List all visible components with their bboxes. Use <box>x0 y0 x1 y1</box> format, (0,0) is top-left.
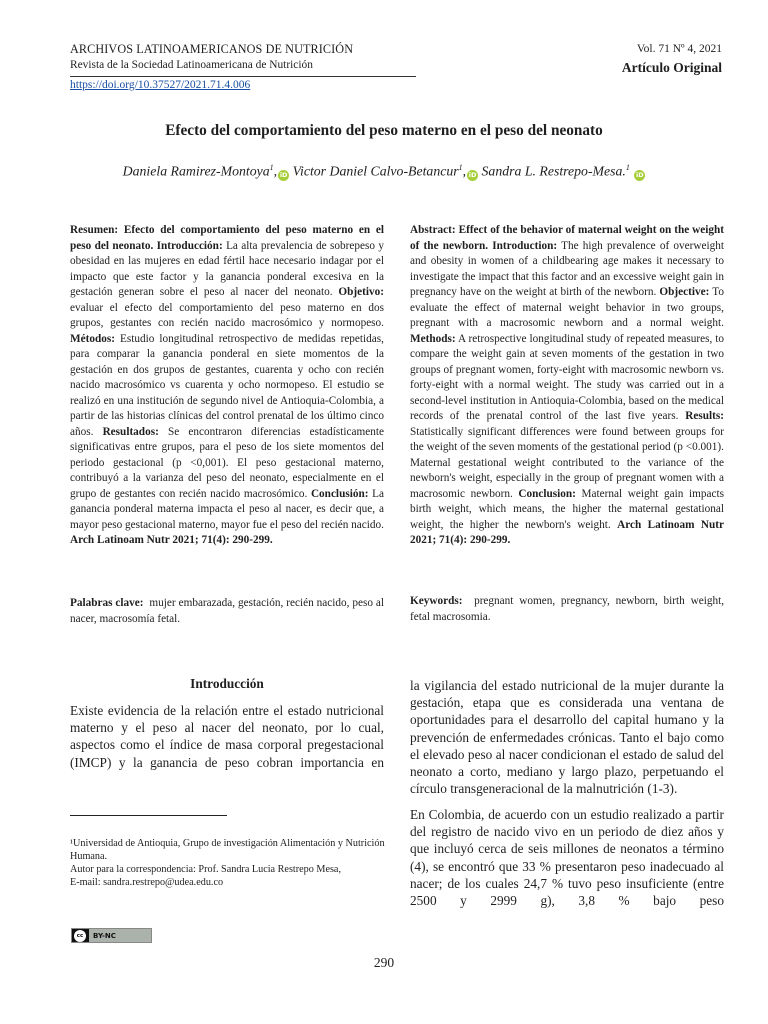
keywords-english <box>410 594 724 625</box>
header-rule <box>70 76 416 77</box>
author-name: Daniela Ramirez-Montoya <box>122 163 270 179</box>
intro-paragraph-right-2: En Colombia, de acuerdo con un estudio realizado a partir del registro de nacido vivo en un periodo de diez años y que incluyó cerca de seis millones de neonatos a término (4), se encontró que 33 % presentaron peso inadecuado al nacer; de los cuales 24,7 % tuvo peso insuficiente (entre 2500 y 2999 g), 3,8 % bajo peso <box>410 807 724 909</box>
methods-label: Methods: <box>410 332 456 345</box>
intro-label: Introducción: <box>156 239 223 252</box>
doi-link[interactable]: https://doi.org/10.37527/2021.71.4.006 <box>70 79 251 91</box>
intro-label: Introduction: <box>492 239 558 252</box>
keywords-text: mujer embarazada, gestación, recién nacido, peso al nacer, macrosomía fetal. <box>70 597 385 625</box>
methods-label: Métodos: <box>70 332 115 345</box>
footnote <box>70 837 386 889</box>
orcid-icon[interactable]: iD <box>279 170 288 179</box>
creative-commons-icon: cc <box>74 930 86 942</box>
author-list: Daniela Ramirez-Montoya$^1$, iD Victor Daniel Calvo-Betancur$^1$, iD Sandra L. Restrepo-Mesa.$^1$ iD <box>122 163 644 179</box>
footnote-affiliation: ¹Universidad de Antioquia, Grupo de investigación Alimentación y Nutrición Humana. <box>70 838 385 863</box>
keywords-spanish <box>70 596 384 627</box>
objective-label: Objetivo: <box>338 286 384 298</box>
author-affiliation: 1 <box>458 163 463 172</box>
article-type: Artículo Original <box>621 60 722 75</box>
objective-text: evaluar el efecto del comportamiento del peso materno en dos grupos, gestantes con recién nacido macrosómico y normopeso. <box>70 301 384 329</box>
objective-text: To evaluate the effect of maternal weight behavior in two groups, pregnant with a macrosomic newborn and a normal weight. <box>410 286 725 329</box>
intro-text: La alta prevalencia de sobrepeso y obesidad en las mujeres en edad fértil hace necesario indagar por el impacto que este factor y la ganancia ponderal excesiva en la gestación generan sobre el peso al nacer del neonato. <box>70 239 384 298</box>
intro-text: The high prevalence of overweight and obesity in women of a childbearing age makes it necessary to investigate the impact that this factor and an excessive weight gain in pregnancy have on the weight at birth of the newborn. <box>410 239 725 298</box>
footnote-rule <box>70 815 227 816</box>
license-label: BY-NC <box>89 929 151 942</box>
conclusion-label: Conclusion: <box>518 487 576 500</box>
conclusion-label: Conclusión: <box>310 487 369 500</box>
conclusion-text: La ganancia ponderal materna impacta el peso al nacer, es decir que, a mayor peso gestacional materno, mayor fue el peso del recién nacido. <box>70 487 384 531</box>
abstract-title: Effect of the behavior of maternal weight on the weight of the newborn. <box>410 224 725 252</box>
citation: Arch Latinoam Nutr 2021; 71(4): 290-299. <box>410 518 724 546</box>
author-name: Victor Daniel Calvo-Betancur <box>292 163 459 179</box>
journal-name: ARCHIVOS LATINOAMERICANOS DE NUTRICIÓN <box>70 42 354 56</box>
society-name: Revista de la Sociedad Latinoamericana de Nutrición <box>70 59 313 71</box>
orcid-icon[interactable]: iD <box>468 170 477 179</box>
resumen-label: Resumen: <box>70 224 119 236</box>
keywords-text: pregnant women, pregnancy, newborn, birth weight, fetal macrosomia. <box>410 595 725 623</box>
methods-text: Estudio longitudinal retrospectivo de medidas repetidas, para comparar la ganancia ponderal en siete momentos de la gestación en dos grupos de gestantes, cuarenta y ocho con recién nacido macrosómico vs cuarenta y ocho normopeso. El estudio se realizó en una institución de segundo nivel de Antioquia-Colombia, a partir de las historias clínicas del control prenatal de los último cinco años. <box>70 332 384 438</box>
section-heading: Introducción <box>190 676 264 691</box>
abstract-english <box>410 223 724 549</box>
cc-license-badge[interactable] <box>71 928 152 943</box>
article-title: Efecto del comportamiento del peso materno en el peso del neonato <box>165 122 603 139</box>
footnote-email: E-mail: sandra.restrepo@udea.edu.co <box>70 877 224 889</box>
conclusion-text: Maternal weight gain impacts birth weight, which means, the higher the maternal gestational weight, the higher the newborn's weight. <box>410 487 724 531</box>
author-name: Sandra L. Restrepo-Mesa. <box>481 163 626 179</box>
keywords-label: Palabras clave: <box>70 597 144 609</box>
footnote-correspondence: Autor para la correspondencia: Prof. Sandra Lucia Restrepo Mesa, <box>70 864 342 876</box>
methods-text: A retrospective longitudinal study of repeated measures, to compare the weight gain at seven moments of the gestation in two groups of pregnant women, forty-eight with macrosomic newborn vs. forty-eight with a normal weight. The study was carried out in a second-level institution in Antioquia-Colombia, based on the medical records of the prenatal control of the last five years. <box>410 332 724 422</box>
resumen-title: Efecto del comportamiento del peso materno en el peso del neonato. <box>70 224 385 252</box>
author-affiliation: 1 <box>269 163 274 172</box>
citation: Arch Latinoam Nutr 2021; 71(4): 290-299. <box>70 534 273 546</box>
orcid-icon[interactable]: iD <box>636 170 644 179</box>
intro-paragraph-right-1: la vigilancia del estado nutricional de la mujer durante la gestación, etapa que es considerada una ventana de oportunidades para el desarrollo del capital humano y la prevención de enfermedades crónicas. Tanto el bajo como el elevado peso al nacer condicionan el estado de salud del neonato a corto, mediano y largo plazo, perpetuando el círculo transgeneracional de la malnutrición (1-3). <box>410 678 724 797</box>
intro-paragraph-left: Existe evidencia de la relación entre el estado nutricional materno y el peso al nacer del neonato, por lo cual, aspectos como el índice de masa corporal pregestacional (IMCP) y la ganancia de peso cobran importancia en <box>70 703 384 770</box>
objective-label: Objective: <box>659 286 710 298</box>
keywords-label: Keywords: <box>410 595 463 607</box>
results-text: Se encontraron diferencias estadísticamente significativas entre grupos, para el peso de los siete momentos del periodo gestacional (p <0,001). El peso gestacional materno, contribuyó a la varianza del peso del neonato, especialmente en el grupo de gestantes con recién nacido macrosómico. <box>70 425 384 500</box>
author-affiliation: 1 <box>625 163 630 172</box>
volume-issue: Vol. 71 Nº 4, 2021 <box>636 43 722 55</box>
abstract-label: Abstract: <box>410 224 456 236</box>
page-number: 290 <box>373 955 395 970</box>
abstract-spanish <box>70 223 384 549</box>
results-label: Results: <box>685 410 725 422</box>
results-label: Resultados: <box>102 425 159 438</box>
results-text: Statistically significant differences were found between groups for the weight of the seven moments of the gestational period (p <0.001). Maternal gestational weight contributed to the variance of the newborn's weight, especially in the group of pregnant women with a macrosomic newborn. <box>410 425 724 500</box>
